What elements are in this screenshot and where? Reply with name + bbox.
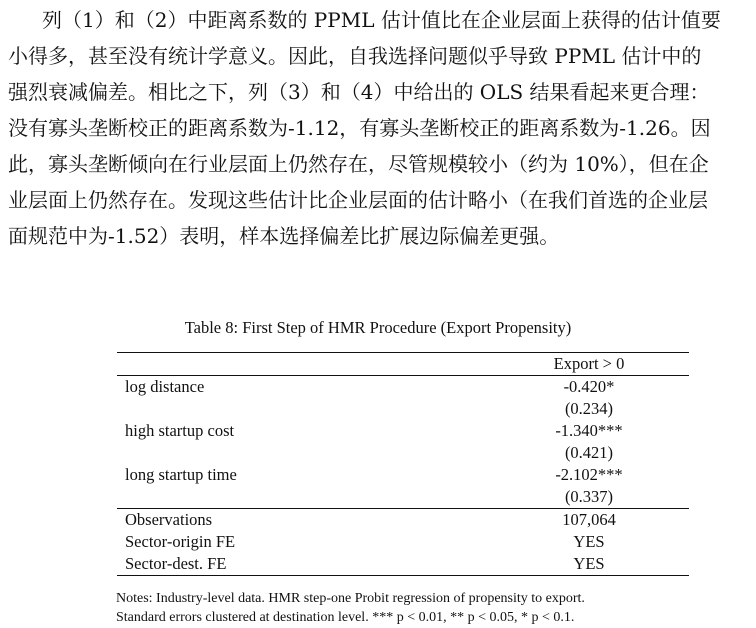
table-row [117,442,689,464]
table-notes [116,589,716,627]
table-caption: Table 8: First Step of HMR Procedure (Export Propensity) [184,318,572,337]
stats-row [117,553,689,576]
row-coef: -0.420* [563,377,615,396]
stat-label: Observations [125,510,213,529]
row-se: (0.421) [564,443,614,462]
table-row [117,420,689,442]
row-label-blank [117,442,489,464]
table-row [117,376,689,399]
row-label-blank [117,486,489,509]
row-se: (0.234) [564,399,614,418]
table-header-row [117,353,689,376]
paragraph-line: 业层面上仍然存在。发现这些估计比企业层面的估计略小（在我们首选的企业层 [8,188,708,212]
stat-value: YES [573,554,605,573]
table-row [117,486,689,509]
table-header-blank [117,353,489,376]
row-label-blank [117,398,489,420]
row-label: high startup cost [125,421,235,440]
stat-label: Sector-origin FE [125,532,236,551]
paragraph-line: 列（1）和（2）中距离系数的 PPML 估计值比在企业层面上获得的估计值要 [42,8,721,32]
row-label: long startup time [125,465,237,484]
regression-table [117,352,689,576]
paragraph-line: 小得多，甚至没有统计学意义。因此，自我选择问题似乎导致 PPML 估计中的 [8,44,702,68]
table-row [117,398,689,420]
row-coef: -2.102*** [555,465,623,484]
notes-line: Notes: Industry-level data. HMR step-one Probit regression of propensity to export. [116,591,585,606]
body-paragraph [8,2,752,254]
paragraph-line: 没有寡头垄断校正的距离系数为-1.12，有寡头垄断校正的距离系数为-1.26。因 [8,116,711,140]
paragraph-line: 强烈衰减偏差。相比之下，列（3）和（4）中给出的 OLS 结果看起来更合理： [8,80,710,104]
row-coef: -1.340*** [555,421,623,440]
table-row [117,464,689,486]
stat-label: Sector-dest. FE [125,554,227,573]
row-se: (0.337) [564,487,614,506]
column-header: Export > 0 [489,353,689,376]
stat-value: 107,064 [562,510,616,529]
notes-line: Standard errors clustered at destination level. *** p < 0.01, ** p < 0.05, * p < 0.1. [116,610,575,625]
row-label: log distance [125,377,205,396]
stat-value: YES [573,532,605,551]
paragraph-line: 此，寡头垄断倾向在行业层面上仍然存在，尽管规模较小（约为 10%），但在企 [8,152,709,176]
stats-row [117,509,689,532]
stats-row [117,531,689,553]
paragraph-line: 面规范中为-1.52）表明，样本选择偏差比扩展边际偏差更强。 [8,224,560,248]
